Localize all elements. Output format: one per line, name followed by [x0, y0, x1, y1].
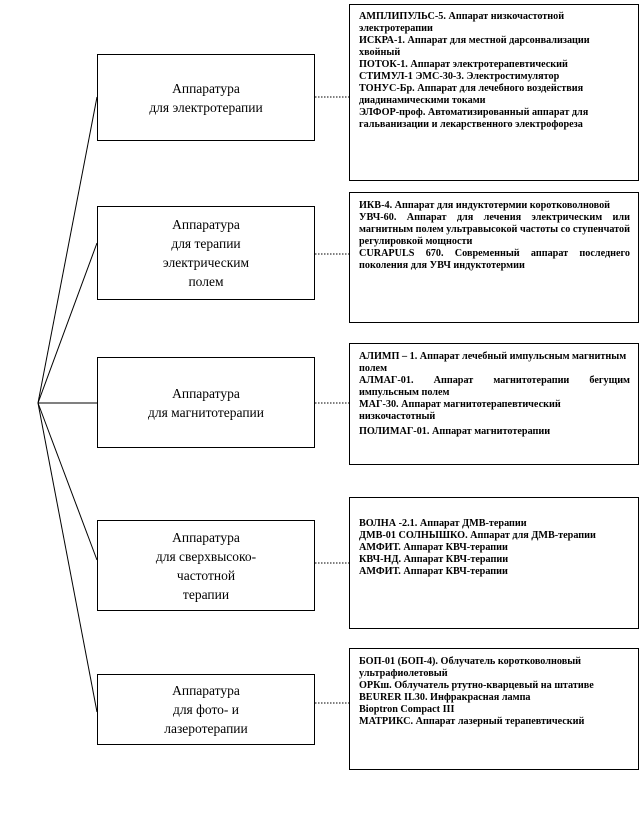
category-electrotherapy-box: Аппаратура для электротерапии	[97, 54, 315, 141]
category-photo-laser-box: Аппаратура для фото- и лазеротерапии	[97, 674, 315, 745]
connector-line-2	[38, 243, 97, 403]
device-item: ЭЛФОР-проф. Автоматизированный аппарат для гальванизации и лекарственного электрофореза	[359, 107, 589, 130]
devices-electric-field-box	[349, 192, 639, 323]
device-item: ИСКРА-1. Аппарат для местной дарсонвализации хвойный	[359, 35, 590, 58]
device-item: CURAPULS 670. Современный аппарат последнего поколения для УВЧ индуктотермии	[359, 248, 630, 271]
category-electric-field-box: Аппаратура для терапии электрическим полем	[97, 206, 315, 300]
device-item: АЛИМП – 1. Аппарат лечебный импульсным магнитным полем	[359, 351, 627, 374]
device-item: BEURER IL30. Инфракрасная лампа	[359, 692, 531, 703]
device-item: УВЧ-60. Аппарат для лечения электрическим или магнитным полем ультравысокой частоты со ступенчатой регулировкой мощности	[359, 212, 630, 247]
devices-uhf-box	[349, 497, 639, 629]
device-item: АЛМАГ-01. Аппарат магнитотерапии бегущим импульсным полем	[359, 375, 630, 398]
devices-magnetotherapy-box	[349, 343, 639, 465]
device-item: МАГ-30. Аппарат магнитотерапевтический низкочастотный	[359, 399, 561, 422]
category-uhf-box: Аппаратура для сверхвысоко- частотной терапии	[97, 520, 315, 611]
device-item: АМФИТ. Аппарат КВЧ-терапии	[359, 566, 508, 577]
connector-line-1	[38, 97, 97, 403]
device-item: ПОЛИМАГ-01. Аппарат магнитотерапии	[359, 426, 551, 437]
connector-line-4	[38, 403, 97, 560]
device-item: ДМВ-01 СОЛНЫШКО. Аппарат для ДМВ-терапии	[359, 530, 596, 541]
device-item: Bioptron Compact III	[359, 704, 455, 715]
device-item: БОП-01 (БОП-4). Облучатель коротковолновый ультрафиолетовый	[359, 656, 582, 679]
device-item: ТОНУС-Бр. Аппарат для лечебного воздействия диадинамическими токами	[359, 83, 584, 106]
device-item: СТИМУЛ-1 ЭМС-30-3. Электростимулятор	[359, 71, 560, 82]
device-item: ОРКш. Облучатель ртутно-кварцевый на штативе	[359, 680, 594, 691]
devices-photo-laser-box	[349, 648, 639, 770]
device-item: ИКВ-4. Аппарат для индуктотермии коротковолновой	[359, 200, 611, 211]
category-magnetotherapy-box: Аппаратура для магнитотерапии	[97, 357, 315, 448]
device-item: МАТРИКС. Аппарат лазерный терапевтический	[359, 716, 585, 727]
device-item: ПОТОК-1. Аппарат электротерапевтический	[359, 59, 568, 70]
device-item: КВЧ-НД. Аппарат КВЧ-терапии	[359, 554, 509, 565]
devices-electrotherapy-box	[349, 4, 639, 181]
device-item: АМПЛИПУЛЬС-5. Аппарат низкочастотной электротерапии	[359, 11, 565, 34]
device-item: ВОЛНА -2.1. Аппарат ДМВ-терапии	[359, 518, 527, 529]
connector-line-5	[38, 403, 97, 712]
device-item: АМФИТ. Аппарат КВЧ-терапии	[359, 542, 508, 553]
